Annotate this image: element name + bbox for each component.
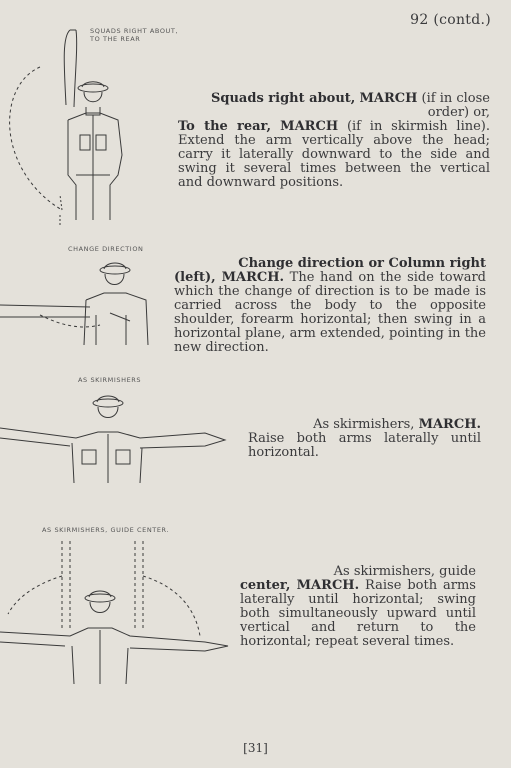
instruction-block-3: As skirmishers, MARCH. Raise both arms laterally until horizontal. [248, 417, 481, 460]
soldier-arms-swing-illustration [0, 536, 235, 686]
soldier-arm-up-illustration [0, 25, 135, 230]
figure-caption-1: SQUADS RIGHT ABOUT, TO THE REAR [90, 27, 179, 43]
instruction-block-1: Squads right about, MARCH (if in close order) or, To the rear, MARCH (if in skirmish line). Extend the arm vertically above the head; carry it laterally downward to the side and swing it several times between the vertical and downward positions. [178, 91, 490, 190]
figure-caption-4: AS SKIRMISHERS, GUIDE CENTER. [42, 526, 170, 534]
page-header-number: 92 (contd.) [410, 12, 491, 28]
soldier-arms-horizontal-illustration [0, 388, 235, 488]
figure-caption-2: CHANGE DIRECTION [68, 245, 144, 253]
instruction-block-2: Change direction or Column right (left), MARCH. The hand on the side toward which the change of direction is to be made is carried across the body to the opposite shoulder, forearm horizontal; then swing in a horizontal plane, arm extended, pointing in the new direction. [174, 256, 486, 355]
instruction-block-4: As skirmishers, guide center, MARCH. Raise both arms laterally until horizontal; swing both simultaneously upward until vertical and return to the horizontal; repeat several times. [240, 564, 476, 649]
figure-caption-3: AS SKIRMISHERS [78, 376, 142, 384]
soldier-change-direction-illustration [0, 255, 160, 355]
page-folio: [31] [243, 741, 268, 755]
